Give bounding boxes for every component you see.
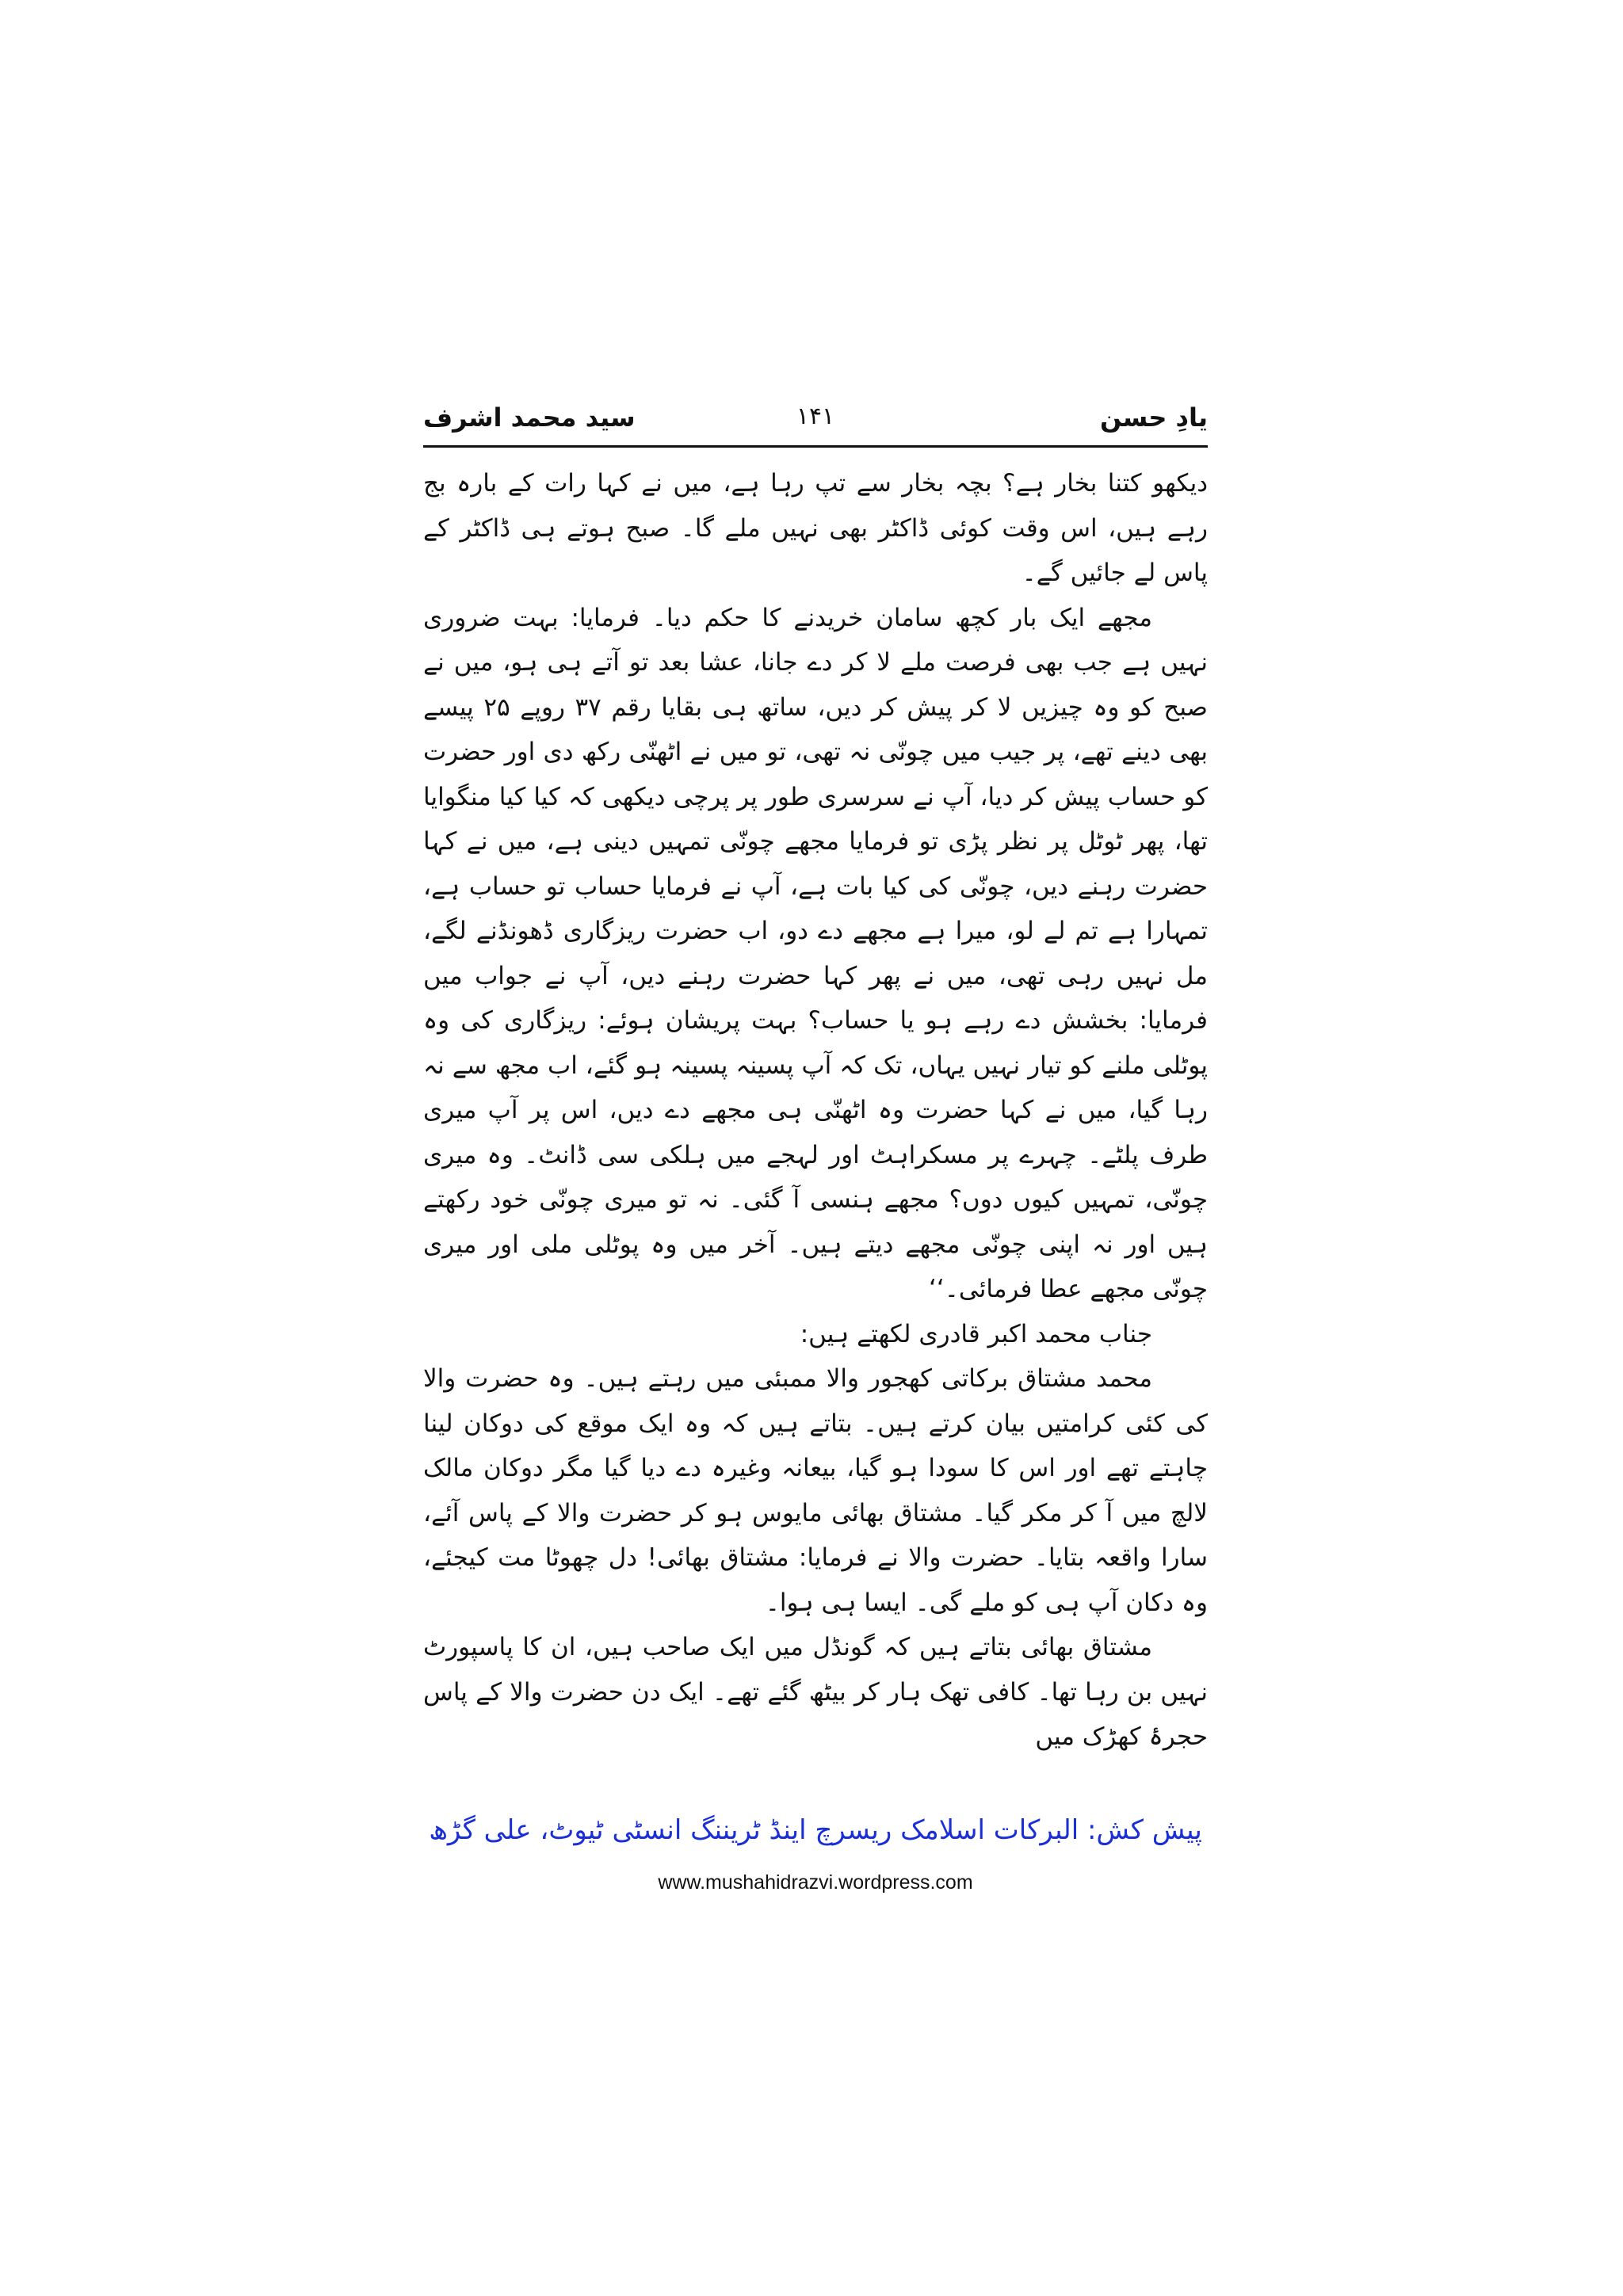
book-title: یادِ حسن — [1099, 402, 1208, 433]
paragraph: دیکھو کتنا بخار ہے؟ بچہ بخار سے تپ رہا ہے، میں نے کہا رات کے بارہ بج رہے ہیں، اس وقت کوئی ڈاکٹر بھی نہیں ملے گا۔ صبح ہوتے ہی ڈاکٹر کے پاس لے جائیں گے۔ — [423, 469, 1208, 587]
paragraph: محمد مشتاق برکاتی کھجور والا ممبئی میں رہتے ہیں۔ وہ حضرت والا کی کئی کرامتیں بیان کرتے ہیں۔ بتاتے ہیں کہ وہ ایک موقع کی دوکان لینا چاہتے تھے اور اس کا سودا ہو گیا، بیعانہ وغیرہ دے دیا گیا مگر دوکان مالک لالچ میں آ کر مکر گیا۔ مشتاق بھائی مایوس ہو کر حضرت والا کے پاس آئے، سارا واقعہ بتایا۔ حضرت والا نے فرمایا: مشتاق بھائی! دل چھوٹا مت کیجئے، وہ دکان آپ ہی کو ملے گی۔ ایسا ہی ہوا۔ — [423, 1364, 1208, 1617]
paragraph: مجھے ایک بار کچھ سامان خریدنے کا حکم دیا۔ فرمایا: بہت ضروری نہیں ہے جب بھی فرصت ملے لا کر دے جانا، عشا بعد تو آتے ہی ہو، میں نے صبح کو وہ چیزیں لا کر پیش کر دیں، ساتھ ہی بقایا رقم ۳۷ روپے ۲۵ پیسے بھی دینے تھے، پر جیب میں چونّی نہ تھی، تو میں نے اٹھنّی رکھ دی اور حضرت کو حساب پیش کر دیا، آپ نے سرسری طور پر پرچی دیکھی کہ کیا کیا منگوایا تھا، پھر ٹوٹل پر نظر پڑی تو فرمایا مجھے چونّی تمہیں دینی ہے، میں نے کہا حضرت رہنے دیں، چونّی کی کیا بات ہے، آپ نے فرمایا حساب تو حساب ہے، تمہارا ہے تم لے لو، میرا ہے مجھے دے دو، اب حضرت ریزگاری ڈھونڈنے لگے، مل نہیں رہی تھی، میں نے پھر کہا حضرت رہنے دیں، آپ نے جواب میں فرمایا: بخشش دے رہے ہو یا حساب؟ بہت پریشان ہوئے: ریزگاری کی وہ پوٹلی ملنے کو تیار نہیں یہاں، تک کہ آپ پسینہ پسینہ ہو گئے، اب مجھ سے نہ رہا گیا، میں نے کہا حضرت وہ اٹھنّی ہی مجھے دے دیں، اس پر آپ میری طرف پلٹے۔ چہرے پر مسکراہٹ اور لہجے میں ہلکی سی ڈانٹ۔ وہ میری چونّی، تمہیں کیوں دوں؟ مجھے ہنسی آ گئی۔ نہ تو میری چونّی خود رکھتے ہیں اور نہ اپنی چونّی مجھے دیتے ہیں۔ آخر میں وہ پوٹلی ملی اور میری چونّی مجھے عطا فرمائی۔‘‘ — [423, 603, 1208, 1303]
paragraph: جناب محمد اکبر قادری لکھتے ہیں: — [800, 1319, 1152, 1348]
page-number: ۱۴۱ — [796, 402, 835, 430]
author-name: سید محمد اشرف — [423, 402, 636, 433]
paragraph: مشتاق بھائی بتاتے ہیں کہ گونڈل میں ایک صاحب ہیں، ان کا پاسپورٹ نہیں بن رہا تھا۔ کافی تھک ہار کر بیٹھ گئے تھے۔ ایک دن حضرت والا کے پاس حجرۂ کھڑک میں — [423, 1633, 1208, 1751]
footer-credit: پیش کش: البرکات اسلامک ریسرچ اینڈ ٹریننگ انسٹی ٹیوٹ، علی گڑھ — [429, 1814, 1202, 1846]
running-header — [423, 402, 1208, 447]
header-divider — [423, 445, 1208, 448]
footer-url[interactable]: www.mushahidrazvi.wordpress.com — [658, 1871, 973, 1894]
body-text — [423, 461, 1208, 1760]
